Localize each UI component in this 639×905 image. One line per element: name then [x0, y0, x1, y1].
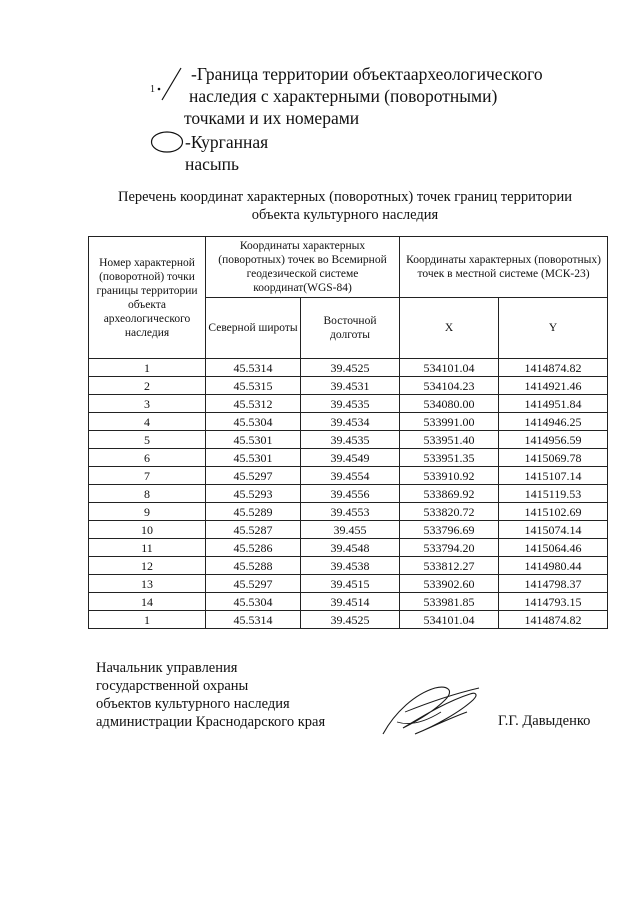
cell-point: 5 [89, 431, 206, 449]
cell-x: 533869.92 [400, 485, 499, 503]
cell-x: 533991.00 [400, 413, 499, 431]
cell-lon: 39.4549 [301, 449, 400, 467]
cell-lon: 39.4515 [301, 575, 400, 593]
cell-point: 4 [89, 413, 206, 431]
header-wgs84: Координаты характерных (поворотных) точек во Всемирной геодезической системе координат(WGS-84) [206, 237, 400, 298]
cell-y: 1414946.25 [499, 413, 608, 431]
signatory-line-3: объектов культурного наследия [96, 696, 290, 712]
document-title-line-2: объекта культурного наследия [251, 207, 439, 223]
cell-y: 1414921.46 [499, 377, 608, 395]
cell-lon: 39.4514 [301, 593, 400, 611]
cell-lon: 39.4538 [301, 557, 400, 575]
cell-y: 1414874.82 [499, 611, 608, 629]
cell-lat: 45.5312 [206, 395, 301, 413]
header-point-number: Номер характерной (поворотной) точки границы территории объекта археологического наследия [89, 237, 206, 359]
cell-point: 1 [89, 359, 206, 377]
cell-y: 1415069.78 [499, 449, 608, 467]
cell-x: 533910.92 [400, 467, 499, 485]
legend-boundary-line-2: наследия с характерными (поворотными) [189, 86, 498, 106]
cell-point: 3 [89, 395, 206, 413]
table-row [89, 377, 608, 395]
cell-point: 2 [89, 377, 206, 395]
cell-x: 534101.04 [400, 359, 499, 377]
signatory-line-1: Начальник управления [96, 660, 238, 676]
cell-lon: 39.4554 [301, 467, 400, 485]
cell-y: 1414980.44 [499, 557, 608, 575]
cell-y: 1414956.59 [499, 431, 608, 449]
cell-x: 533951.40 [400, 431, 499, 449]
cell-point: 1 [89, 611, 206, 629]
cell-lon: 39.4525 [301, 359, 400, 377]
cell-lon: 39.4556 [301, 485, 400, 503]
table-row [89, 413, 608, 431]
cell-x: 534080.00 [400, 395, 499, 413]
cell-lon: 39.455 [301, 521, 400, 539]
cell-x: 533812.27 [400, 557, 499, 575]
table-row [89, 611, 608, 629]
cell-lon: 39.4535 [301, 395, 400, 413]
cell-y: 1414951.84 [499, 395, 608, 413]
cell-point: 8 [89, 485, 206, 503]
table-row [89, 431, 608, 449]
cell-x: 534101.04 [400, 611, 499, 629]
table-row [89, 395, 608, 413]
table-row [89, 503, 608, 521]
cell-y: 1415064.46 [499, 539, 608, 557]
cell-x: 533902.60 [400, 575, 499, 593]
table-row [89, 521, 608, 539]
cell-x: 533820.72 [400, 503, 499, 521]
cell-y: 1415107.14 [499, 467, 608, 485]
legend-mound-text: -Курганная насыпь [185, 132, 269, 174]
signatory-name: Г.Г. Давыденко [498, 713, 591, 729]
cell-point: 13 [89, 575, 206, 593]
cell-y: 1415074.14 [499, 521, 608, 539]
cell-lat: 45.5289 [206, 503, 301, 521]
cell-point: 12 [89, 557, 206, 575]
cell-lat: 45.5304 [206, 413, 301, 431]
cell-lat: 45.5304 [206, 593, 301, 611]
cell-lon: 39.4553 [301, 503, 400, 521]
handwritten-signature [375, 682, 485, 744]
table-row [89, 449, 608, 467]
cell-lat: 45.5315 [206, 377, 301, 395]
cell-y: 1415102.69 [499, 503, 608, 521]
table-row [89, 359, 608, 377]
cell-point: 7 [89, 467, 206, 485]
cell-x: 533794.20 [400, 539, 499, 557]
coordinates-table [88, 236, 608, 629]
cell-lat: 45.5301 [206, 449, 301, 467]
header-y: Y [499, 298, 608, 359]
cell-lat: 45.5301 [206, 431, 301, 449]
cell-y: 1414793.15 [499, 593, 608, 611]
cell-lat: 45.5288 [206, 557, 301, 575]
cell-x: 534104.23 [400, 377, 499, 395]
cell-y: 1414798.37 [499, 575, 608, 593]
header-east-longitude: Восточной долготы [301, 298, 400, 359]
cell-point: 6 [89, 449, 206, 467]
cell-lat: 45.5287 [206, 521, 301, 539]
cell-lat: 45.5297 [206, 575, 301, 593]
table-row [89, 593, 608, 611]
cell-x: 533981.85 [400, 593, 499, 611]
legend-boundary-line-1: -Граница территории объектаархеологического [191, 64, 543, 84]
header-x: X [400, 298, 499, 359]
cell-lon: 39.4534 [301, 413, 400, 431]
signatory-position [96, 659, 356, 731]
cell-lon: 39.4531 [301, 377, 400, 395]
cell-lon: 39.4548 [301, 539, 400, 557]
cell-lon: 39.4535 [301, 431, 400, 449]
cell-lon: 39.4525 [301, 611, 400, 629]
header-north-latitude: Северной широты [206, 298, 301, 359]
table-row [89, 485, 608, 503]
header-msk23: Координаты характерных (поворотных) точек в местной системе (МСК-23) [400, 237, 608, 298]
document-title-line-1: Перечень координат характерных (поворотных) точек границ территории [117, 189, 573, 205]
cell-point: 14 [89, 593, 206, 611]
cell-lat: 45.5314 [206, 611, 301, 629]
table-row [89, 539, 608, 557]
cell-lat: 45.5314 [206, 359, 301, 377]
table-row [89, 467, 608, 485]
cell-point: 11 [89, 539, 206, 557]
boundary-point-label: 1 [150, 84, 155, 95]
legend-boundary-line-3: точками и их номерами [184, 108, 360, 128]
boundary-line-icon [148, 66, 188, 102]
mound-ellipse-icon [150, 130, 184, 154]
cell-x: 533951.35 [400, 449, 499, 467]
legend-boundary-text [183, 63, 583, 129]
cell-lat: 45.5297 [206, 467, 301, 485]
cell-point: 10 [89, 521, 206, 539]
document-title [90, 188, 600, 224]
cell-lat: 45.5293 [206, 485, 301, 503]
signatory-line-4: администрации Краснодарского края [96, 714, 326, 730]
table-row [89, 575, 608, 593]
cell-y: 1415119.53 [499, 485, 608, 503]
signatory-line-2: государственной охраны [96, 678, 249, 694]
cell-lat: 45.5286 [206, 539, 301, 557]
table-row [89, 557, 608, 575]
cell-x: 533796.69 [400, 521, 499, 539]
cell-point: 9 [89, 503, 206, 521]
cell-y: 1414874.82 [499, 359, 608, 377]
